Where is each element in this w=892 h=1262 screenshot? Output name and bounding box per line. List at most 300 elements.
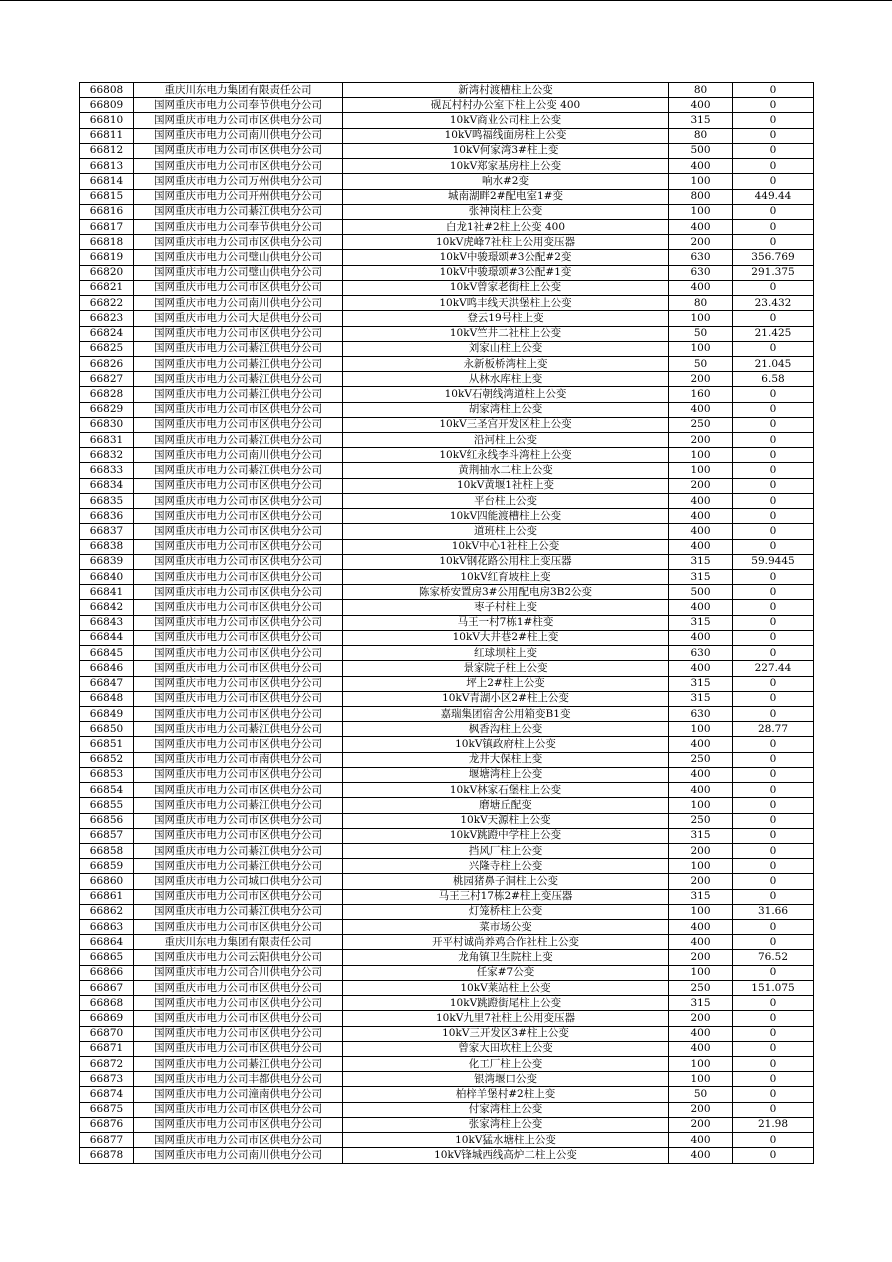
table-row (80, 813, 814, 828)
table-row (80, 1057, 814, 1072)
value-cell: 6.58 (733, 372, 814, 387)
company-cell: 国网重庆市电力公司綦江供电分公司 (134, 433, 343, 448)
value-cell: 0 (733, 83, 814, 98)
company-cell: 国网重庆市电力公司市区供电分公司 (134, 113, 343, 128)
row-id-cell: 66852 (80, 752, 134, 767)
table-row (80, 539, 814, 554)
transformer-name-cell: 嘉瑞集团宿舍公用箱变B1变 (343, 706, 669, 721)
transformer-name-cell: 10kV郑家基房柱上公变 (343, 159, 669, 174)
value-cell: 0 (733, 204, 814, 219)
value-cell: 21.98 (733, 1117, 814, 1132)
capacity-cell: 500 (669, 585, 733, 600)
capacity-cell: 400 (669, 737, 733, 752)
company-cell: 国网重庆市电力公司綦江供电分公司 (134, 722, 343, 737)
value-cell: 0 (733, 1026, 814, 1041)
table-row (80, 1026, 814, 1041)
capacity-cell: 80 (669, 296, 733, 311)
company-cell: 国网重庆市电力公司潼南供电分公司 (134, 1087, 343, 1102)
transformer-name-cell: 平台柱上公变 (343, 493, 669, 508)
value-cell: 0 (733, 448, 814, 463)
company-cell: 国网重庆市电力公司市区供电分公司 (134, 889, 343, 904)
value-cell: 0 (733, 524, 814, 539)
value-cell: 0 (733, 630, 814, 645)
table-row (80, 326, 814, 341)
row-id-cell: 66868 (80, 996, 134, 1011)
table-row (80, 265, 814, 280)
table-row (80, 524, 814, 539)
row-id-cell: 66851 (80, 737, 134, 752)
table-row (80, 828, 814, 843)
value-cell: 0 (733, 1072, 814, 1087)
company-cell: 国网重庆市电力公司市区供电分公司 (134, 691, 343, 706)
value-cell: 0 (733, 1011, 814, 1026)
transformer-name-cell: 10kV林家石堡柱上公变 (343, 783, 669, 798)
row-id-cell: 66837 (80, 524, 134, 539)
transformer-name-cell: 10kV黄堰1社柱上变 (343, 478, 669, 493)
value-cell: 0 (733, 387, 814, 402)
table-row (80, 1133, 814, 1148)
value-cell: 0 (733, 174, 814, 189)
row-id-cell: 66828 (80, 387, 134, 402)
capacity-cell: 200 (669, 1011, 733, 1026)
row-id-cell: 66821 (80, 280, 134, 295)
table-row (80, 204, 814, 219)
row-id-cell: 66870 (80, 1026, 134, 1041)
transformer-name-cell: 张神岗柱上公变 (343, 204, 669, 219)
capacity-cell: 100 (669, 174, 733, 189)
company-cell: 国网重庆市电力公司綦江供电分公司 (134, 463, 343, 478)
value-cell: 31.66 (733, 904, 814, 919)
transformer-name-cell: 10kV跳蹬街尾柱上公变 (343, 996, 669, 1011)
value-cell: 0 (733, 128, 814, 143)
transformer-name-cell: 白龙1社#2柱上公变 400 (343, 219, 669, 234)
company-cell: 国网重庆市电力公司綦江供电分公司 (134, 356, 343, 371)
capacity-cell: 400 (669, 539, 733, 554)
row-id-cell: 66833 (80, 463, 134, 478)
capacity-cell: 100 (669, 448, 733, 463)
value-cell: 0 (733, 159, 814, 174)
company-cell: 国网重庆市电力公司市区供电分公司 (134, 478, 343, 493)
capacity-cell: 200 (669, 372, 733, 387)
row-id-cell: 66845 (80, 646, 134, 661)
table-row (80, 570, 814, 585)
table-row (80, 174, 814, 189)
value-cell: 0 (733, 143, 814, 158)
row-id-cell: 66878 (80, 1148, 134, 1163)
transformer-name-cell: 枫香沟柱上公变 (343, 722, 669, 737)
value-cell: 0 (733, 615, 814, 630)
company-cell: 国网重庆市电力公司綦江供电分公司 (134, 859, 343, 874)
capacity-cell: 400 (669, 600, 733, 615)
table-row (80, 706, 814, 721)
table-row (80, 433, 814, 448)
company-cell: 国网重庆市电力公司南川供电分公司 (134, 448, 343, 463)
value-cell: 0 (733, 752, 814, 767)
transformer-name-cell: 灯笼桥柱上公变 (343, 904, 669, 919)
table-row (80, 783, 814, 798)
row-id-cell: 66838 (80, 539, 134, 554)
transformer-name-cell: 兴隆寺柱上公变 (343, 859, 669, 874)
table-row (80, 83, 814, 98)
table-row (80, 219, 814, 234)
company-cell: 国网重庆市电力公司市区供电分公司 (134, 813, 343, 828)
company-cell: 国网重庆市电力公司綦江供电分公司 (134, 372, 343, 387)
value-cell: 0 (733, 341, 814, 356)
value-cell: 0 (733, 965, 814, 980)
value-cell: 0 (733, 463, 814, 478)
company-cell: 国网重庆市电力公司市区供电分公司 (134, 524, 343, 539)
company-cell: 国网重庆市电力公司市区供电分公司 (134, 417, 343, 432)
value-cell: 0 (733, 1102, 814, 1117)
transformer-name-cell: 银湾堰口公变 (343, 1072, 669, 1087)
row-id-cell: 66835 (80, 493, 134, 508)
transformer-name-cell: 10kV锋城西线高炉二柱上公变 (343, 1148, 669, 1163)
value-cell: 0 (733, 219, 814, 234)
row-id-cell: 66847 (80, 676, 134, 691)
transformer-name-cell: 10kV鸣福线面房柱上公变 (343, 128, 669, 143)
capacity-cell: 100 (669, 463, 733, 478)
table-row (80, 250, 814, 265)
capacity-cell: 400 (669, 524, 733, 539)
company-cell: 国网重庆市电力公司南川供电分公司 (134, 296, 343, 311)
table-row (80, 965, 814, 980)
value-cell: 0 (733, 813, 814, 828)
value-cell: 0 (733, 113, 814, 128)
capacity-cell: 800 (669, 189, 733, 204)
company-cell: 国网重庆市电力公司合川供电分公司 (134, 965, 343, 980)
company-cell: 重庆川东电力集团有限责任公司 (134, 935, 343, 950)
transformer-name-cell: 10kV石朝线湾道柱上公变 (343, 387, 669, 402)
table-row (80, 767, 814, 782)
value-cell: 0 (733, 646, 814, 661)
capacity-cell: 200 (669, 950, 733, 965)
value-cell: 0 (733, 1087, 814, 1102)
company-cell: 国网重庆市电力公司奉节供电分公司 (134, 219, 343, 234)
value-cell: 0 (733, 767, 814, 782)
company-cell: 国网重庆市电力公司市区供电分公司 (134, 996, 343, 1011)
company-cell: 国网重庆市电力公司奉节供电分公司 (134, 98, 343, 113)
row-id-cell: 66831 (80, 433, 134, 448)
table-row (80, 1011, 814, 1026)
capacity-cell: 250 (669, 417, 733, 432)
row-id-cell: 66850 (80, 722, 134, 737)
row-id-cell: 66815 (80, 189, 134, 204)
value-cell: 0 (733, 706, 814, 721)
value-cell: 0 (733, 1057, 814, 1072)
capacity-cell: 315 (669, 996, 733, 1011)
table-row (80, 128, 814, 143)
row-id-cell: 66865 (80, 950, 134, 965)
table-body (80, 83, 814, 1164)
capacity-cell: 400 (669, 509, 733, 524)
capacity-cell: 100 (669, 965, 733, 980)
row-id-cell: 66848 (80, 691, 134, 706)
capacity-cell: 100 (669, 1057, 733, 1072)
transformer-name-cell: 10kV镇政府柱上公变 (343, 737, 669, 752)
capacity-cell: 400 (669, 159, 733, 174)
capacity-cell: 100 (669, 311, 733, 326)
row-id-cell: 66817 (80, 219, 134, 234)
transformer-name-cell: 道班柱上公变 (343, 524, 669, 539)
value-cell: 0 (733, 539, 814, 554)
row-id-cell: 66809 (80, 98, 134, 113)
capacity-cell: 315 (669, 691, 733, 706)
row-id-cell: 66841 (80, 585, 134, 600)
row-id-cell: 66857 (80, 828, 134, 843)
table-row (80, 859, 814, 874)
capacity-cell: 50 (669, 326, 733, 341)
row-id-cell: 66812 (80, 143, 134, 158)
transformer-name-cell: 10kV三圣宫开发区柱上公变 (343, 417, 669, 432)
value-cell: 0 (733, 783, 814, 798)
table-row (80, 113, 814, 128)
transformer-name-cell: 10kV四能渡槽柱上公变 (343, 509, 669, 524)
transformer-table (79, 82, 814, 1164)
company-cell: 国网重庆市电力公司丰都供电分公司 (134, 1072, 343, 1087)
row-id-cell: 66876 (80, 1117, 134, 1132)
table-row (80, 600, 814, 615)
capacity-cell: 400 (669, 767, 733, 782)
table-row (80, 1102, 814, 1117)
company-cell: 国网重庆市电力公司市区供电分公司 (134, 280, 343, 295)
company-cell: 国网重庆市电力公司市区供电分公司 (134, 661, 343, 676)
capacity-cell: 315 (669, 828, 733, 843)
company-cell: 国网重庆市电力公司市区供电分公司 (134, 539, 343, 554)
row-id-cell: 66842 (80, 600, 134, 615)
capacity-cell: 315 (669, 615, 733, 630)
company-cell: 国网重庆市电力公司綦江供电分公司 (134, 843, 343, 858)
transformer-name-cell: 任家#7公变 (343, 965, 669, 980)
capacity-cell: 315 (669, 889, 733, 904)
value-cell: 291.375 (733, 265, 814, 280)
capacity-cell: 100 (669, 204, 733, 219)
transformer-name-cell: 10kV三开发区3#柱上公变 (343, 1026, 669, 1041)
row-id-cell: 66863 (80, 920, 134, 935)
company-cell: 国网重庆市电力公司城口供电分公司 (134, 874, 343, 889)
value-cell: 23.432 (733, 296, 814, 311)
value-cell: 0 (733, 402, 814, 417)
table-row (80, 585, 814, 600)
capacity-cell: 630 (669, 646, 733, 661)
table-row (80, 752, 814, 767)
value-cell: 76.52 (733, 950, 814, 965)
company-cell: 国网重庆市电力公司市区供电分公司 (134, 980, 343, 995)
value-cell: 0 (733, 859, 814, 874)
table-row (80, 235, 814, 250)
table-row (80, 615, 814, 630)
row-id-cell: 66873 (80, 1072, 134, 1087)
company-cell: 国网重庆市电力公司綦江供电分公司 (134, 387, 343, 402)
row-id-cell: 66858 (80, 843, 134, 858)
table-row (80, 676, 814, 691)
value-cell: 0 (733, 98, 814, 113)
capacity-cell: 250 (669, 980, 733, 995)
transformer-name-cell: 登云19号柱上变 (343, 311, 669, 326)
table-row (80, 554, 814, 569)
transformer-name-cell: 马王一村7栋1#柱变 (343, 615, 669, 630)
company-cell: 国网重庆市电力公司綦江供电分公司 (134, 341, 343, 356)
company-cell: 国网重庆市电力公司市区供电分公司 (134, 493, 343, 508)
capacity-cell: 630 (669, 265, 733, 280)
transformer-name-cell: 砚瓦村村办公室下柱上公变 400 (343, 98, 669, 113)
capacity-cell: 400 (669, 280, 733, 295)
value-cell: 0 (733, 828, 814, 843)
transformer-name-cell: 10kV红育坡柱上变 (343, 570, 669, 585)
table-row (80, 189, 814, 204)
value-cell: 0 (733, 235, 814, 250)
transformer-name-cell: 陈家桥安置房3#公用配电房3B2公变 (343, 585, 669, 600)
capacity-cell: 50 (669, 1087, 733, 1102)
capacity-cell: 100 (669, 798, 733, 813)
transformer-name-cell: 10kV竺井二社柱上公变 (343, 326, 669, 341)
value-cell: 0 (733, 311, 814, 326)
value-cell: 21.425 (733, 326, 814, 341)
capacity-cell: 200 (669, 874, 733, 889)
capacity-cell: 200 (669, 478, 733, 493)
table-row (80, 661, 814, 676)
capacity-cell: 500 (669, 143, 733, 158)
table-row (80, 417, 814, 432)
row-id-cell: 66856 (80, 813, 134, 828)
transformer-name-cell: 10kV中骏璟颂#3公配#2变 (343, 250, 669, 265)
transformer-name-cell: 龙井大保柱上变 (343, 752, 669, 767)
row-id-cell: 66860 (80, 874, 134, 889)
row-id-cell: 66864 (80, 935, 134, 950)
table-row (80, 493, 814, 508)
company-cell: 国网重庆市电力公司市区供电分公司 (134, 737, 343, 752)
table-row (80, 904, 814, 919)
capacity-cell: 315 (669, 676, 733, 691)
company-cell: 国网重庆市电力公司綦江供电分公司 (134, 1057, 343, 1072)
row-id-cell: 66834 (80, 478, 134, 493)
transformer-name-cell: 刘家山柱上公变 (343, 341, 669, 356)
capacity-cell: 400 (669, 1026, 733, 1041)
row-id-cell: 66814 (80, 174, 134, 189)
company-cell: 国网重庆市电力公司綦江供电分公司 (134, 204, 343, 219)
row-id-cell: 66819 (80, 250, 134, 265)
row-id-cell: 66861 (80, 889, 134, 904)
company-cell: 国网重庆市电力公司市区供电分公司 (134, 783, 343, 798)
value-cell: 0 (733, 600, 814, 615)
capacity-cell: 315 (669, 113, 733, 128)
value-cell: 0 (733, 1133, 814, 1148)
value-cell: 0 (733, 509, 814, 524)
table-row (80, 341, 814, 356)
capacity-cell: 400 (669, 1133, 733, 1148)
capacity-cell: 200 (669, 433, 733, 448)
value-cell: 0 (733, 935, 814, 950)
transformer-name-cell: 堰塘湾柱上公变 (343, 767, 669, 782)
table-row (80, 737, 814, 752)
transformer-name-cell: 付家湾柱上公变 (343, 1102, 669, 1117)
transformer-name-cell: 磨塘丘配变 (343, 798, 669, 813)
value-cell: 227.44 (733, 661, 814, 676)
row-id-cell: 66811 (80, 128, 134, 143)
capacity-cell: 400 (669, 98, 733, 113)
value-cell: 0 (733, 478, 814, 493)
value-cell: 59.9445 (733, 554, 814, 569)
row-id-cell: 66844 (80, 630, 134, 645)
transformer-name-cell: 10kV猛水塘柱上公变 (343, 1133, 669, 1148)
transformer-name-cell: 响水#2变 (343, 174, 669, 189)
table-row (80, 509, 814, 524)
transformer-name-cell: 从林水库柱上变 (343, 372, 669, 387)
company-cell: 国网重庆市电力公司市区供电分公司 (134, 326, 343, 341)
value-cell: 0 (733, 737, 814, 752)
value-cell: 0 (733, 417, 814, 432)
row-id-cell: 66866 (80, 965, 134, 980)
row-id-cell: 66846 (80, 661, 134, 676)
table-row (80, 159, 814, 174)
value-cell: 28.77 (733, 722, 814, 737)
transformer-name-cell: 10kV红永线李斗湾柱上公变 (343, 448, 669, 463)
transformer-name-cell: 枣子村柱上变 (343, 600, 669, 615)
transformer-name-cell: 10kV天源柱上公变 (343, 813, 669, 828)
transformer-name-cell: 10kV九里7社柱上公用变压器 (343, 1011, 669, 1026)
capacity-cell: 80 (669, 83, 733, 98)
company-cell: 国网重庆市电力公司市区供电分公司 (134, 1041, 343, 1056)
transformer-name-cell: 10kV莱站柱上公变 (343, 980, 669, 995)
transformer-name-cell: 胡家湾柱上公变 (343, 402, 669, 417)
capacity-cell: 200 (669, 1117, 733, 1132)
value-cell: 0 (733, 1041, 814, 1056)
table-row (80, 980, 814, 995)
row-id-cell: 66872 (80, 1057, 134, 1072)
company-cell: 国网重庆市电力公司南川供电分公司 (134, 1148, 343, 1163)
value-cell: 0 (733, 493, 814, 508)
table-row (80, 296, 814, 311)
company-cell: 国网重庆市电力公司璧山供电分公司 (134, 250, 343, 265)
company-cell: 国网重庆市电力公司市区供电分公司 (134, 1102, 343, 1117)
capacity-cell: 100 (669, 722, 733, 737)
transformer-name-cell: 张家湾柱上公变 (343, 1117, 669, 1132)
company-cell: 重庆川东电力集团有限责任公司 (134, 83, 343, 98)
capacity-cell: 200 (669, 235, 733, 250)
value-cell: 0 (733, 585, 814, 600)
capacity-cell: 400 (669, 935, 733, 950)
value-cell: 449.44 (733, 189, 814, 204)
row-id-cell: 66825 (80, 341, 134, 356)
row-id-cell: 66862 (80, 904, 134, 919)
transformer-name-cell: 坪上2#柱上公变 (343, 676, 669, 691)
capacity-cell: 400 (669, 402, 733, 417)
transformer-name-cell: 10kV虎峰7社柱上公用变压器 (343, 235, 669, 250)
company-cell: 国网重庆市电力公司市区供电分公司 (134, 509, 343, 524)
company-cell: 国网重庆市电力公司綦江供电分公司 (134, 798, 343, 813)
table-row (80, 387, 814, 402)
transformer-name-cell: 黄荆抽水二柱上公变 (343, 463, 669, 478)
table-row (80, 280, 814, 295)
capacity-cell: 100 (669, 904, 733, 919)
row-id-cell: 66810 (80, 113, 134, 128)
row-id-cell: 66839 (80, 554, 134, 569)
table-row (80, 843, 814, 858)
table-row (80, 478, 814, 493)
row-id-cell: 66869 (80, 1011, 134, 1026)
company-cell: 国网重庆市电力公司大足供电分公司 (134, 311, 343, 326)
company-cell: 国网重庆市电力公司市区供电分公司 (134, 767, 343, 782)
table-row (80, 950, 814, 965)
company-cell: 国网重庆市电力公司万州供电分公司 (134, 174, 343, 189)
value-cell: 0 (733, 874, 814, 889)
transformer-name-cell: 挡风厂柱上公变 (343, 843, 669, 858)
transformer-name-cell: 开平村诚尚养鸡合作社柱上公变 (343, 935, 669, 950)
transformer-name-cell: 柏梓羊堡村#2柱上变 (343, 1087, 669, 1102)
company-cell: 国网重庆市电力公司市区供电分公司 (134, 402, 343, 417)
value-cell: 0 (733, 691, 814, 706)
company-cell: 国网重庆市电力公司市区供电分公司 (134, 920, 343, 935)
transformer-name-cell: 10kV鸣丰线天洪堡柱上公变 (343, 296, 669, 311)
